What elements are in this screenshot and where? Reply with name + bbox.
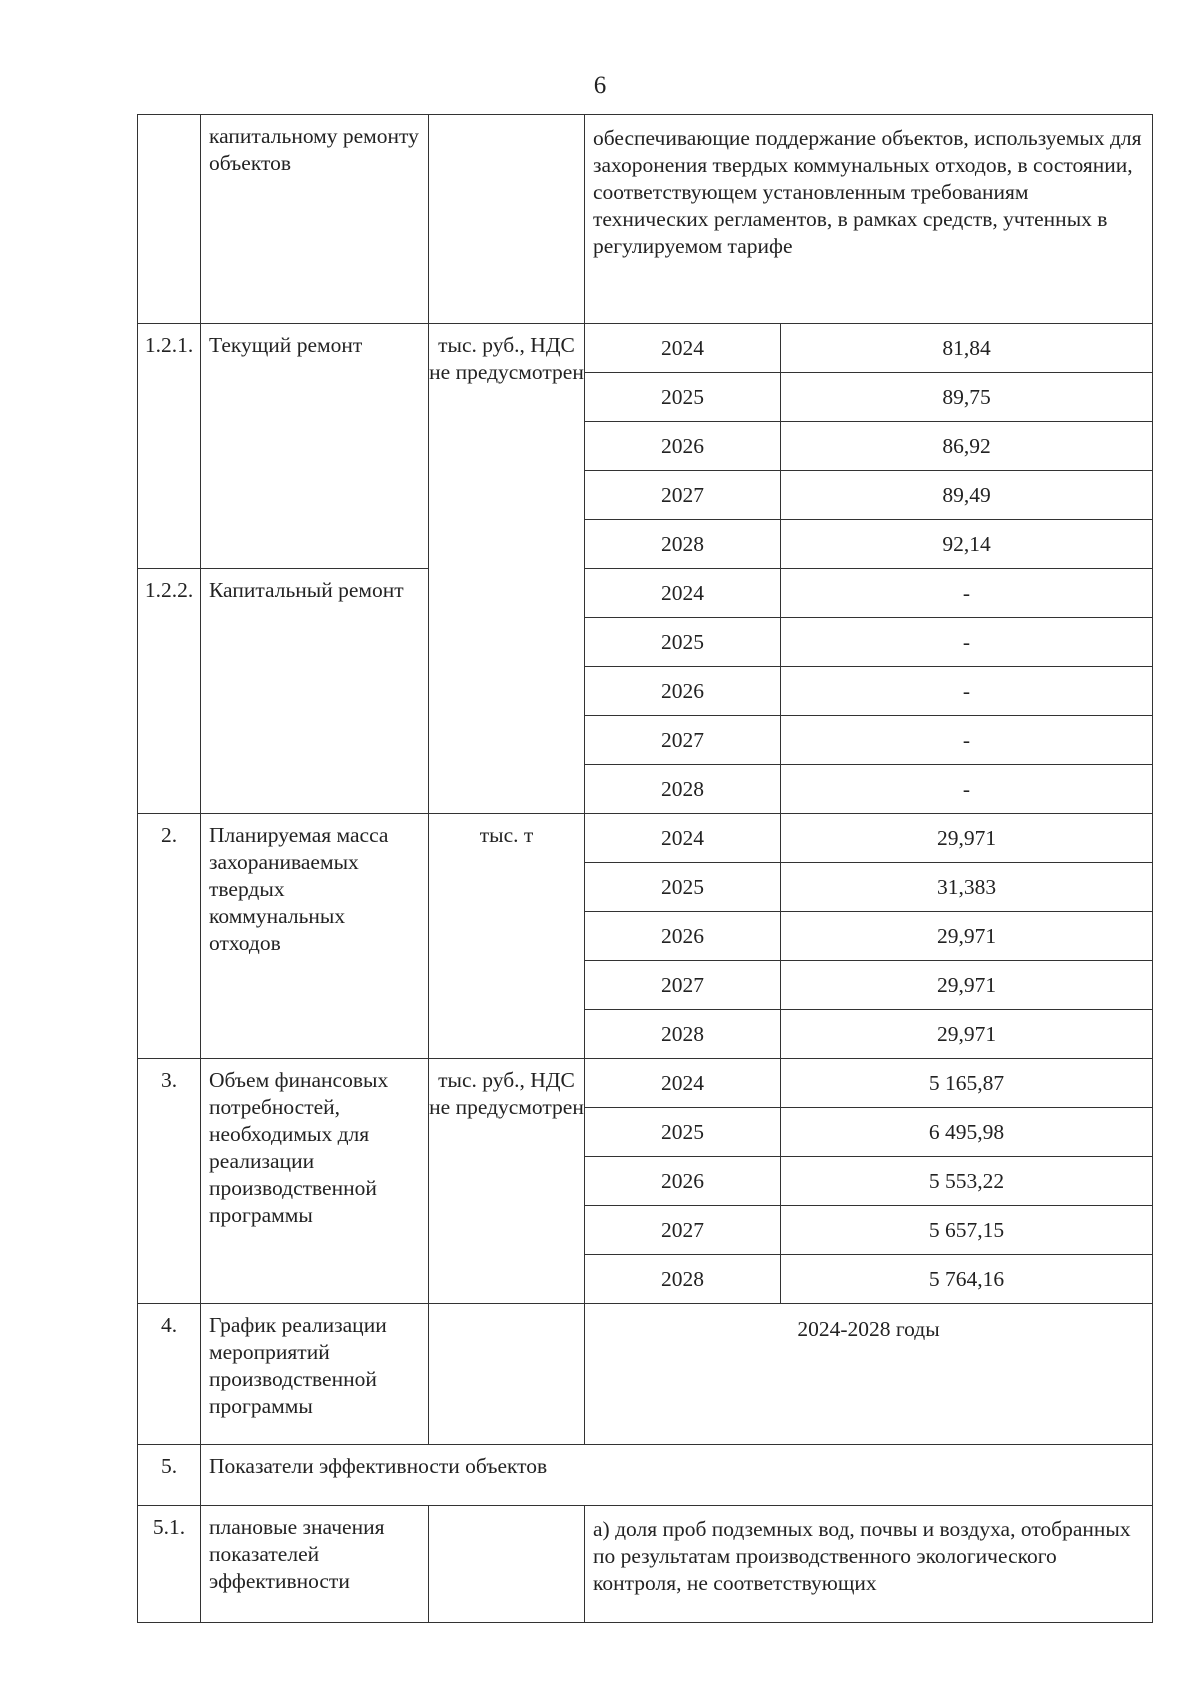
item-number: 5. xyxy=(138,1445,201,1506)
year-cell: 2028 xyxy=(585,765,781,814)
year-cell: 2025 xyxy=(585,373,781,422)
efficiency-plan-row xyxy=(138,1506,1153,1623)
value-cell: - xyxy=(781,716,1153,765)
item-number: 1.2.2. xyxy=(138,569,201,814)
value-cell: 5 657,15 xyxy=(781,1206,1153,1255)
item-number: 2. xyxy=(138,814,201,1059)
item-label: График реализации мероприятий производственной программы xyxy=(201,1304,429,1445)
unit-cell xyxy=(429,1506,585,1623)
value-cell: - xyxy=(781,667,1153,716)
value-cell: 5 165,87 xyxy=(781,1059,1153,1108)
value-cell: - xyxy=(781,569,1153,618)
value-cell: 29,971 xyxy=(781,961,1153,1010)
year-cell: 2027 xyxy=(585,471,781,520)
item-label: Текущий ремонт xyxy=(201,324,429,569)
item-number: 1.2.1. xyxy=(138,324,201,569)
year-cell: 2027 xyxy=(585,716,781,765)
production-program-table xyxy=(137,114,1153,1623)
table-row xyxy=(138,814,1153,863)
year-cell: 2028 xyxy=(585,1010,781,1059)
schedule-value: 2024-2028 годы xyxy=(585,1304,1153,1445)
item-number: 5.1. xyxy=(138,1506,201,1623)
efficiency-header-row xyxy=(138,1445,1153,1506)
year-cell: 2025 xyxy=(585,618,781,667)
year-cell: 2026 xyxy=(585,667,781,716)
schedule-row xyxy=(138,1304,1153,1445)
item-label: Планируемая масса захораниваемых твердых коммунальных отходов xyxy=(201,814,429,1059)
continuation-row xyxy=(138,115,1153,324)
item-label: капитальному ремонту объектов xyxy=(201,115,429,324)
value-cell: 5 553,22 xyxy=(781,1157,1153,1206)
year-cell: 2028 xyxy=(585,1255,781,1304)
value-cell: 86,92 xyxy=(781,422,1153,471)
unit-cell xyxy=(429,1304,585,1445)
value-cell: 29,971 xyxy=(781,1010,1153,1059)
value-cell: - xyxy=(781,765,1153,814)
value-cell: 81,84 xyxy=(781,324,1153,373)
table-row xyxy=(138,569,1153,618)
item-description: а) доля проб подземных вод, почвы и воздуха, отобранных по результатам производственного экологического контроля, не соответствующих xyxy=(585,1506,1153,1623)
unit-cell xyxy=(429,115,585,324)
unit-cell: тыс. руб., НДС не предусмотрен xyxy=(429,324,585,814)
year-cell: 2025 xyxy=(585,1108,781,1157)
value-cell: 6 495,98 xyxy=(781,1108,1153,1157)
item-label: Показатели эффективности объектов xyxy=(201,1445,1153,1506)
unit-cell: тыс. руб., НДС не предусмотрен xyxy=(429,1059,585,1304)
value-cell: 5 764,16 xyxy=(781,1255,1153,1304)
year-cell: 2024 xyxy=(585,1059,781,1108)
value-cell: 31,383 xyxy=(781,863,1153,912)
item-number: 3. xyxy=(138,1059,201,1304)
item-number: 4. xyxy=(138,1304,201,1445)
item-label: Капитальный ремонт xyxy=(201,569,429,814)
item-label: плановые значения показателей эффективности xyxy=(201,1506,429,1623)
page-number: 6 xyxy=(593,72,607,99)
table-row xyxy=(138,324,1153,373)
unit-cell: тыс. т xyxy=(429,814,585,1059)
year-cell: 2024 xyxy=(585,569,781,618)
year-cell: 2027 xyxy=(585,1206,781,1255)
value-cell: 29,971 xyxy=(781,814,1153,863)
value-cell: 89,75 xyxy=(781,373,1153,422)
year-cell: 2026 xyxy=(585,912,781,961)
value-cell: 29,971 xyxy=(781,912,1153,961)
item-description: обеспечивающие поддержание объектов, используемых для захоронения твердых коммунальных отходов, в состоянии, соответствующем установленным требованиям технических регламентов, в рамках средств, учтенных в регулируемом тарифе xyxy=(585,115,1153,324)
year-cell: 2028 xyxy=(585,520,781,569)
year-cell: 2024 xyxy=(585,814,781,863)
year-cell: 2026 xyxy=(585,422,781,471)
table-row xyxy=(138,1059,1153,1108)
year-cell: 2027 xyxy=(585,961,781,1010)
value-cell: 92,14 xyxy=(781,520,1153,569)
item-label: Объем финансовых потребностей, необходимых для реализации производственной программы xyxy=(201,1059,429,1304)
value-cell: - xyxy=(781,618,1153,667)
year-cell: 2025 xyxy=(585,863,781,912)
year-cell: 2026 xyxy=(585,1157,781,1206)
value-cell: 89,49 xyxy=(781,471,1153,520)
num-cell xyxy=(138,115,201,324)
year-cell: 2024 xyxy=(585,324,781,373)
